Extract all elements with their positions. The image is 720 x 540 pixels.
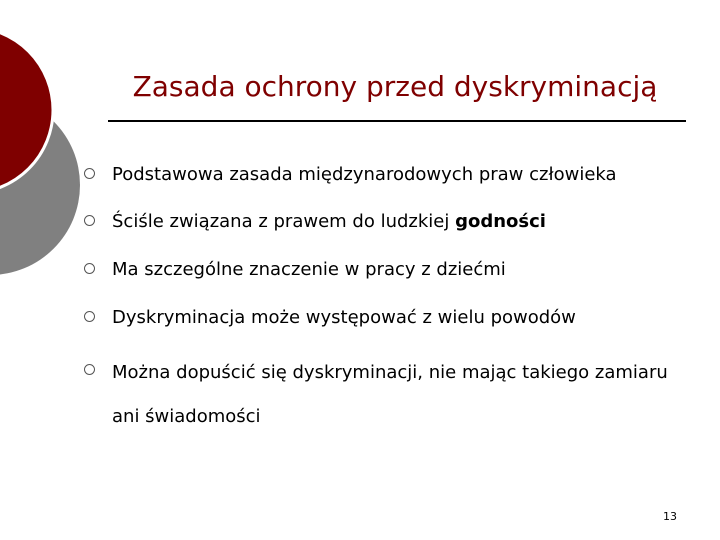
bullet-text: Można dopuścić się dyskryminacji, nie mając takiego zamiaru ani świadomości bbox=[112, 362, 668, 427]
hollow-circle-bullet-icon bbox=[84, 215, 95, 226]
bullet-text: Podstawowa zasada międzynarodowych praw człowieka bbox=[112, 164, 617, 185]
bullet-text: Ściśle związana z prawem do ludzkiej bbox=[112, 211, 456, 232]
title-underline bbox=[108, 120, 686, 122]
hollow-circle-bullet-icon bbox=[84, 263, 95, 274]
slide-title: Zasada ochrony przed dyskryminacją bbox=[132, 70, 658, 103]
bullet-text: Dyskryminacja może występować z wielu powodów bbox=[112, 307, 576, 328]
hollow-circle-bullet-icon bbox=[84, 364, 95, 375]
bullet-item bbox=[84, 303, 576, 333]
bullet-item bbox=[84, 351, 672, 439]
page-number: 13 bbox=[663, 510, 677, 523]
bullet-item bbox=[84, 160, 617, 190]
hollow-circle-bullet-icon bbox=[84, 311, 95, 322]
bullet-item bbox=[84, 207, 546, 237]
hollow-circle-bullet-icon bbox=[84, 168, 95, 179]
bullet-emphasis: godności bbox=[455, 211, 546, 232]
bullet-text: Ma szczególne znaczenie w pracy z dziećmi bbox=[112, 259, 506, 280]
bullet-item bbox=[84, 255, 506, 285]
